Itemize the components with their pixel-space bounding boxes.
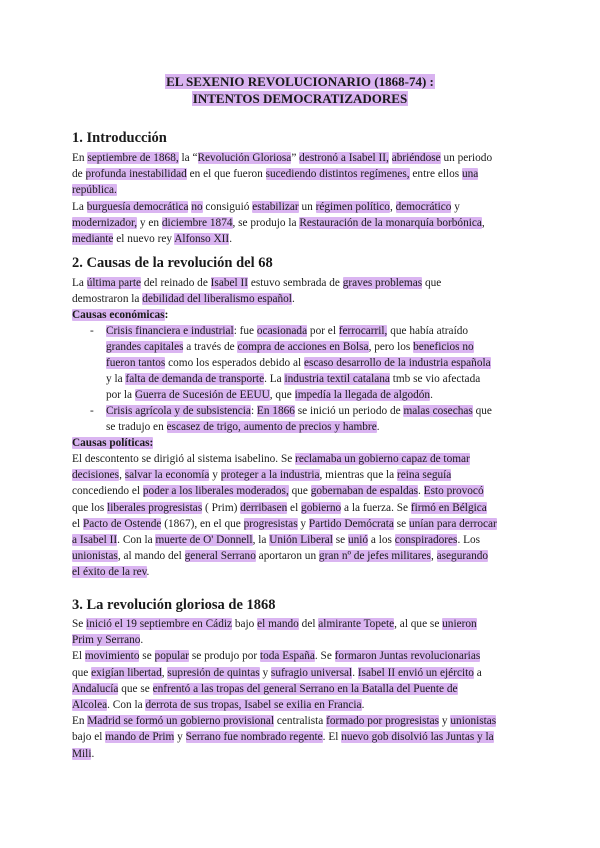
highlighted-text: enfrentó a las tropas del general Serrano en la Batalla del Puente de [152,682,458,695]
highlighted-text: firmó en Bélgica [410,501,487,514]
highlighted-text: abriéndose [391,152,441,164]
text-run: En [72,715,88,728]
text-run: y [297,517,309,530]
text-line [106,420,380,435]
highlighted-text: escaso desarrollo de la industria española [303,357,491,369]
highlighted-text: Restauración de la monarquía borbónica [299,216,482,229]
section-heading-3: 3. La revolución gloriosa de 1868 [72,597,276,613]
highlighted-text: unieron [442,618,477,630]
text-run: un periodo [440,152,493,164]
highlighted-text: Pacto de Ostende [82,517,162,530]
text-run: centralista [274,715,327,728]
highlighted-text: Esto provocó [423,485,484,498]
text-run: y [259,666,271,679]
text-line [72,633,143,648]
economic-causes-label: Causas económicas: [72,309,169,321]
text-run: . Se [314,650,335,663]
text-run: . [376,421,380,433]
list-bullet: - [90,325,94,337]
highlighted-text: unionistas [450,715,497,728]
text-run: Se [72,618,87,630]
text-run: bajo el [72,731,106,744]
text-line [106,340,474,355]
highlighted-text: compra de acciones en Bolsa [237,341,369,353]
text-run: : [250,405,257,417]
text-run: y la [106,373,126,385]
political-causes-label: Causas políticas: [72,437,154,449]
highlighted-text: industria textil catalana [284,373,390,385]
highlighted-text: derribasen [240,501,288,514]
highlighted-text: Unión Liberal [269,534,333,546]
highlighted-text: burguesía democrática [86,200,189,213]
text-run: . [140,634,144,647]
text-run: que [472,405,492,417]
text-run: se [393,517,409,530]
text-run: . [361,699,365,711]
text-line [72,484,484,499]
highlighted-text: Madrid se formó un gobierno provisional [87,715,275,728]
text-run: por el [307,325,339,337]
highlighted-text: una [461,168,479,181]
text-run: y [451,200,460,213]
text-line [72,167,478,182]
text-run: como los esperados debido al [165,357,304,369]
text-line [72,151,492,166]
text-line [72,565,149,580]
text-run: a [473,666,482,679]
text-run: a través de [183,341,238,353]
highlighted-text: poder a los liberales moderados, [142,485,289,498]
highlighted-text: Mili [72,747,92,760]
text-run: ( Prim) [202,501,241,514]
text-run: , [430,550,437,563]
text-run: que [422,277,442,289]
highlighted-text: sufragio universal [270,666,353,679]
text-run: del [298,618,319,630]
text-run: por la [106,389,135,401]
highlighted-text: gobernaban de espaldas [310,485,419,498]
text-run: el [287,501,302,514]
text-run: , al mando del [117,550,185,563]
highlighted-text: salvar la economía [124,469,210,482]
text-run: demostraron la [72,293,143,305]
highlighted-text: no [191,200,203,213]
text-run: del reinado de [141,277,211,289]
text-line [72,666,482,681]
highlighted-text: formado por progresistas [326,715,440,728]
text-line [72,183,117,198]
highlighted-text: reclamaba un gobierno capaz de tomar [295,453,470,465]
highlighted-text: mando de Prim [105,731,175,744]
text-line [72,517,497,532]
text-line [72,200,460,215]
highlighted-text: Partido Demócrata [308,517,394,530]
text-line [72,698,364,713]
highlighted-text: diciembre 1874 [161,216,233,229]
text-run: a la fuerza. Se [341,501,411,514]
text-run: . [291,293,295,305]
highlighted-text: a Isabel II [72,534,118,546]
text-run: . Con la [107,699,146,711]
section-heading-1: 1. Introducción [72,130,167,146]
highlighted-text: unió [347,534,369,546]
text-run: . [229,233,233,245]
text-run: , la [252,534,270,546]
highlighted-text: beneficios no [413,341,474,353]
title-line-2: INTENTOS DEMOCRATIZADORES [192,91,408,106]
text-run: La [72,277,87,289]
text-run: . Con la [117,534,156,546]
text-run: un [298,200,316,213]
text-run: . [146,566,150,579]
text-run: aportaron un [255,550,319,563]
highlighted-text: impedía la llegada de algodón [294,389,431,401]
highlighted-text: liberales progresistas [107,501,203,514]
text-run: que [288,485,311,498]
highlighted-text: modernizador, [72,216,138,229]
text-line [72,452,470,467]
text-run: el [72,517,83,530]
highlighted-text: régimen político [315,200,390,213]
text-line [72,501,487,516]
text-line [72,468,451,483]
highlighted-text: nuevo gob disolvió las Juntas y la [341,731,494,744]
highlighted-text: supresión de quintas [167,666,260,679]
highlighted-text: En 1866 [256,405,295,417]
text-run: a los [368,534,395,546]
text-line [106,388,433,403]
text-run: que los [72,501,108,514]
highlighted-text: unionistas [72,550,118,563]
text-line [72,276,441,291]
text-run: estuvo sembrada de [248,277,343,289]
text-run: , pero los [368,341,414,353]
highlighted-text: el mando [257,618,299,630]
highlighted-text: última parte [86,277,142,289]
text-run: se [332,534,348,546]
highlighted-text: fueron tantos [106,357,166,369]
highlighted-text: debilidad del liberalismo español [142,293,292,305]
document-title [72,73,528,107]
highlighted-text: general Serrano [184,550,256,563]
highlighted-text: Serrano fue nombrado regente [185,731,323,744]
text-run: . [418,485,424,498]
text-run: . Los [457,534,481,546]
text-run: , [161,666,168,679]
text-line [72,649,480,664]
highlighted-text: almirante Topete [318,618,395,630]
highlighted-text: ocasionada [256,325,308,337]
text-run: y [174,731,186,744]
text-run: y en [137,216,162,229]
highlighted-text: toda España [259,650,315,663]
highlighted-text: gobierno [301,501,342,514]
text-line [106,324,468,339]
text-run: (1867), en el que [161,517,244,530]
text-line [72,682,458,697]
highlighted-text: profunda inestabilidad [85,168,187,181]
text-line [72,730,494,745]
highlighted-text: Crisis financiera e industrial [106,325,234,337]
text-run: . [91,747,95,760]
text-run: en el que fueron [186,168,266,181]
text-run: consiguió [202,200,253,213]
text-run: que [72,666,92,679]
text-run: entre ellos [409,168,462,181]
highlighted-text: inició el 19 septiembre en Cádiz [86,618,232,630]
text-run: : fue [233,325,257,337]
highlighted-text: exigían libertad [91,666,162,679]
highlighted-text: Alfonso XII [174,233,230,245]
highlighted-text: Alcolea [72,699,108,711]
text-run: concediendo el [72,485,143,498]
text-run: . El [322,731,342,744]
text-line [72,292,295,307]
title-line-1: EL SEXENIO REVOLUCIONARIO (1868-74) : [166,74,434,89]
highlighted-text: popular [154,650,190,663]
highlighted-text: formaron Juntas revolucionarias [334,650,481,663]
highlighted-text: proteger a la industria [220,469,320,482]
text-run: se inició un periodo de [294,405,404,417]
text-line [106,372,480,387]
text-line [106,404,492,419]
text-run: bajo [232,618,258,630]
highlighted-text: destronó a Isabel II, [299,152,389,164]
highlighted-text: escasez de trigo, aumento de precios y hambre [166,421,377,433]
text-run: que se [118,682,153,695]
text-run: el nuevo rey [113,233,175,245]
text-run: y [439,715,451,728]
text-run: la “ [178,152,198,164]
highlighted-text: sucediendo distintos regímenes, [265,168,410,181]
text-run: se [139,650,155,663]
highlighted-text: Guerra de Sucesión de EEUU [134,389,270,401]
text-run: que había atraído [387,325,469,337]
text-line [72,533,480,548]
text-run: de [72,168,86,181]
text-run: El descontento se dirigió al sistema isabelino. Se [72,453,296,465]
list-bullet: - [90,405,94,417]
highlighted-text: progresistas [243,517,298,530]
text-run: En [72,152,88,164]
highlighted-text: asegurando [436,550,489,563]
text-line [72,216,485,231]
highlighted-text: reina seguía [397,469,452,482]
text-run: , al que se [394,618,443,630]
text-run: , que [269,389,295,401]
highlighted-text: el éxito de la rev [72,566,147,579]
text-run: . [430,389,433,401]
highlighted-text: república. [72,184,117,197]
text-run: se tradujo en [106,421,167,433]
text-line [72,747,94,762]
highlighted-text: ferrocarril, [338,325,388,337]
highlighted-text: mediante [72,233,114,245]
highlighted-text: unían para derrocar [408,517,497,530]
text-line [72,232,232,247]
text-run: , mientras que la [319,469,398,482]
highlighted-text: gran nº de jefes militares [318,550,431,563]
highlighted-text: Isabel II [210,277,248,289]
highlighted-text: democrático [395,200,452,213]
text-run: se produjo por [189,650,260,663]
section-heading-2: 2. Causas de la revolución del 68 [72,255,273,271]
text-run: La [72,200,87,213]
text-run: y [209,469,221,482]
text-run: El [72,650,85,663]
highlighted-text: Prim y Serrano [72,634,141,647]
text-line [72,617,477,632]
highlighted-text: Isabel II envió un ejército [357,666,474,679]
highlighted-text: malas cosechas [403,405,473,417]
text-run: , [481,216,485,229]
highlighted-text: conspiradores [394,534,458,546]
highlighted-text: falta de demanda de transporte [125,373,265,385]
highlighted-text: septiembre de 1868, [87,152,179,164]
text-run: tmb se vio afectada [389,373,481,385]
highlighted-text: Andalucía [72,682,119,695]
text-run: , se produjo la [232,216,300,229]
highlighted-text: derrota de sus tropas, Isabel se exilia en Francia [145,699,362,711]
highlighted-text: grandes capitales [106,341,184,353]
highlighted-text: estabilizar [252,200,299,213]
text-line [72,549,488,564]
highlighted-text: graves problemas [342,277,423,289]
highlighted-text: Crisis agrícola y de subsistencia [106,405,251,417]
highlighted-text: decisiones [72,469,120,482]
highlighted-text: movimiento [84,650,140,663]
text-run: . La [264,373,285,385]
text-line [106,356,491,371]
text-run: ” [291,152,300,164]
text-line [72,714,496,729]
highlighted-text: Revolución Gloriosa [197,152,292,164]
text-run: , [119,469,125,482]
highlighted-text: muerte de O' Donnell [155,534,253,546]
text-run: . [352,666,358,679]
text-run: , [389,200,396,213]
